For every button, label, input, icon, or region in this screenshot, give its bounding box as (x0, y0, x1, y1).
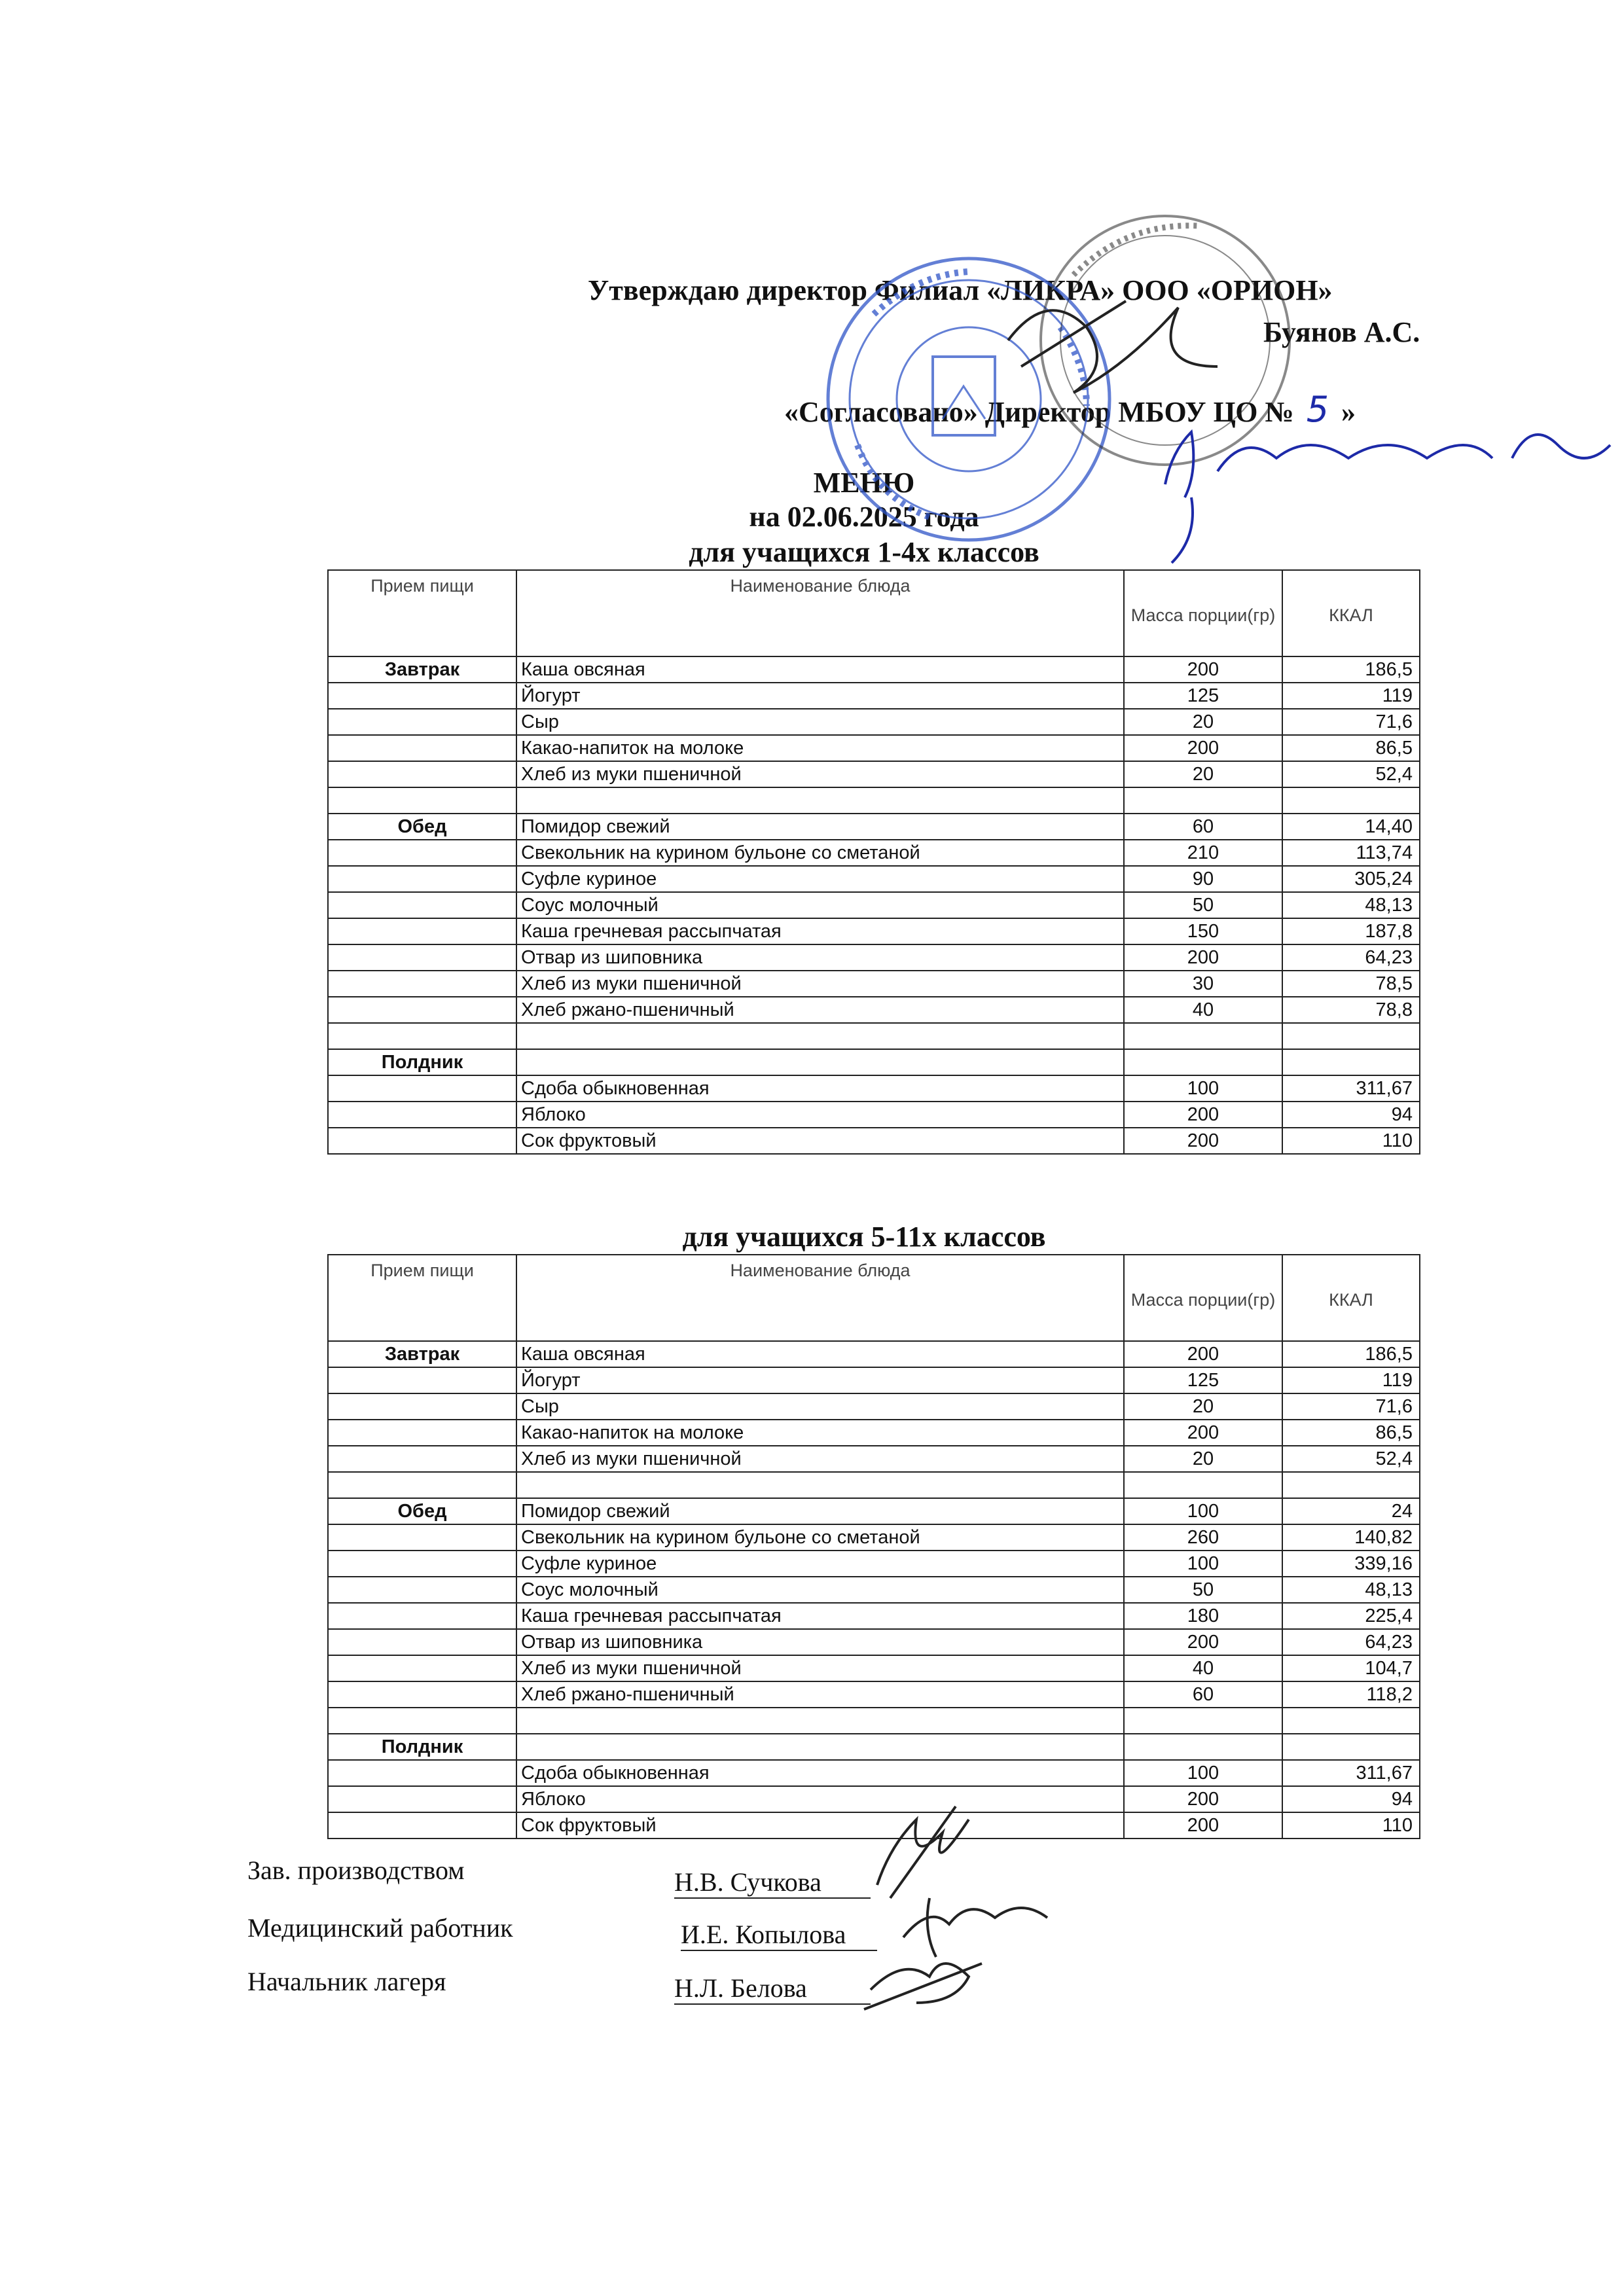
meal-cell (328, 1812, 516, 1839)
table-row (328, 1786, 1420, 1812)
column-header-kcal: ККАЛ (1282, 1255, 1420, 1341)
dish-cell: Сыр (516, 1393, 1124, 1420)
table-row (328, 1023, 1420, 1049)
dish-cell: Каша овсяная (516, 656, 1124, 683)
column-header-mass: Масса порции(гр) (1124, 570, 1282, 656)
table-row (328, 1420, 1420, 1446)
meal-cell (328, 683, 516, 709)
dish-cell: Сдоба обыкновенная (516, 1760, 1124, 1786)
mass-cell: 200 (1124, 944, 1282, 971)
meal-cell (328, 918, 516, 944)
meal-cell (328, 1075, 516, 1102)
meal-cell (328, 1760, 516, 1786)
mass-cell: 200 (1124, 1420, 1282, 1446)
table-row (328, 1629, 1420, 1655)
kcal-cell: 14,40 (1282, 814, 1420, 840)
dish-cell: Какао-напиток на молоке (516, 735, 1124, 761)
meal-cell (328, 1102, 516, 1128)
dish-cell: Хлеб из муки пшеничной (516, 1446, 1124, 1472)
kcal-cell: 52,4 (1282, 1446, 1420, 1472)
director-signature-icon (1008, 301, 1218, 393)
kcal-cell: 311,67 (1282, 1075, 1420, 1102)
agreed-number: 5 (1306, 389, 1329, 430)
approval-line-2: Буянов А.С. (1263, 316, 1420, 348)
meal-cell (328, 1603, 516, 1629)
dish-cell: Каша гречневая рассыпчатая (516, 1603, 1124, 1629)
table-row (328, 971, 1420, 997)
table-row (328, 1393, 1420, 1420)
mass-cell: 200 (1124, 1786, 1282, 1812)
mass-cell: 60 (1124, 1681, 1282, 1708)
table-row (328, 1472, 1420, 1498)
table-row (328, 918, 1420, 944)
signature-role-3: Начальник лагеря (247, 1967, 446, 1996)
group2-title: для учащихся 5-11х классов (682, 1221, 1046, 1253)
kcal-cell (1282, 787, 1420, 814)
meal-cell (328, 1786, 516, 1812)
meal-cell (328, 1629, 516, 1655)
mass-cell (1124, 1049, 1282, 1075)
mass-cell: 90 (1124, 866, 1282, 892)
meal-cell (328, 1577, 516, 1603)
table-row (328, 944, 1420, 971)
table-row (328, 735, 1420, 761)
mass-cell: 210 (1124, 840, 1282, 866)
dish-cell: Какао-напиток на молоке (516, 1420, 1124, 1446)
dish-cell: Хлеб ржано-пшеничный (516, 1681, 1124, 1708)
mass-cell (1124, 787, 1282, 814)
column-header-kcal: ККАЛ (1282, 570, 1420, 656)
table-row (328, 1075, 1420, 1102)
dish-cell: Суфле куриное (516, 866, 1124, 892)
mass-cell: 200 (1124, 1341, 1282, 1367)
dish-cell: Каша гречневая рассыпчатая (516, 918, 1124, 944)
signature-name-3: Н.Л. Белова (674, 1973, 871, 2005)
dish-cell (516, 787, 1124, 814)
mass-cell (1124, 1472, 1282, 1498)
dish-cell: Помидор свежий (516, 1498, 1124, 1524)
table-row (328, 866, 1420, 892)
table-header-row (328, 1255, 1420, 1341)
kcal-cell: 186,5 (1282, 1341, 1420, 1367)
mass-cell: 200 (1124, 656, 1282, 683)
agreed-end: » (1341, 396, 1356, 428)
kcal-cell: 48,13 (1282, 1577, 1420, 1603)
column-header-dish: Наименование блюда (516, 570, 1124, 656)
signature-role-1: Зав. производством (247, 1856, 465, 1885)
kcal-cell: 71,6 (1282, 1393, 1420, 1420)
table-row (328, 683, 1420, 709)
dish-cell: Свекольник на курином бульоне со сметаной (516, 840, 1124, 866)
table-row (328, 1524, 1420, 1551)
kcal-cell: 119 (1282, 683, 1420, 709)
table-row (328, 1446, 1420, 1472)
kcal-cell (1282, 1023, 1420, 1049)
dish-cell: Свекольник на курином бульоне со сметаной (516, 1524, 1124, 1551)
agreed-line (784, 389, 1356, 430)
table-row (328, 1498, 1420, 1524)
meal-cell (328, 1551, 516, 1577)
dish-cell (516, 1708, 1124, 1734)
kcal-cell: 113,74 (1282, 840, 1420, 866)
meal-cell (328, 997, 516, 1023)
mass-cell: 40 (1124, 1655, 1282, 1681)
dish-cell: Отвар из шиповника (516, 1629, 1124, 1655)
kcal-cell: 110 (1282, 1812, 1420, 1839)
dish-cell: Яблоко (516, 1786, 1124, 1812)
meal-cell (328, 840, 516, 866)
table-row (328, 787, 1420, 814)
mass-cell: 200 (1124, 1102, 1282, 1128)
mass-cell: 200 (1124, 1629, 1282, 1655)
dish-cell: Йогурт (516, 683, 1124, 709)
signature-name-1: Н.В. Сучкова (674, 1867, 871, 1899)
mass-cell: 30 (1124, 971, 1282, 997)
kcal-cell: 140,82 (1282, 1524, 1420, 1551)
meal-cell: Обед (328, 814, 516, 840)
dish-cell (516, 1049, 1124, 1075)
column-header-mass: Масса порции(гр) (1124, 1255, 1282, 1341)
mass-cell: 200 (1124, 1812, 1282, 1839)
meal-cell (328, 1367, 516, 1393)
table-header-row (328, 570, 1420, 656)
meal-cell (328, 761, 516, 787)
mass-cell: 180 (1124, 1603, 1282, 1629)
table-row (328, 656, 1420, 683)
meal-cell (328, 1023, 516, 1049)
column-header-meal: Прием пищи (328, 1255, 516, 1341)
table-row (328, 1681, 1420, 1708)
meal-cell: Полдник (328, 1734, 516, 1760)
meal-cell (328, 1393, 516, 1420)
table-row (328, 814, 1420, 840)
table-row (328, 761, 1420, 787)
mass-cell: 20 (1124, 761, 1282, 787)
meal-cell: Обед (328, 1498, 516, 1524)
meal-cell (328, 787, 516, 814)
menu-table-grades-5-11 (327, 1254, 1420, 1839)
table-row (328, 709, 1420, 735)
mass-cell: 100 (1124, 1760, 1282, 1786)
mass-cell: 200 (1124, 735, 1282, 761)
meal-cell: Завтрак (328, 1341, 516, 1367)
menu-date: на 02.06.2025 года (749, 501, 979, 533)
mass-cell: 20 (1124, 1393, 1282, 1420)
kcal-cell: 311,67 (1282, 1760, 1420, 1786)
menu-table-grades-1-4 (327, 569, 1420, 1155)
dish-cell: Сыр (516, 709, 1124, 735)
dish-cell (516, 1472, 1124, 1498)
meal-cell (328, 1420, 516, 1446)
mass-cell: 150 (1124, 918, 1282, 944)
kcal-cell: 71,6 (1282, 709, 1420, 735)
dish-cell: Соус молочный (516, 892, 1124, 918)
kcal-cell: 52,4 (1282, 761, 1420, 787)
dish-cell: Хлеб из муки пшеничной (516, 971, 1124, 997)
kcal-cell (1282, 1708, 1420, 1734)
meal-cell (328, 709, 516, 735)
dish-cell: Хлеб из муки пшеничной (516, 761, 1124, 787)
table-row (328, 1367, 1420, 1393)
kcal-cell: 110 (1282, 1128, 1420, 1154)
dish-cell: Сок фруктовый (516, 1128, 1124, 1154)
dish-cell: Сок фруктовый (516, 1812, 1124, 1839)
mass-cell: 50 (1124, 1577, 1282, 1603)
mass-cell: 125 (1124, 683, 1282, 709)
meal-cell (328, 1446, 516, 1472)
mass-cell: 60 (1124, 814, 1282, 840)
dish-cell: Соус молочный (516, 1577, 1124, 1603)
table-row (328, 840, 1420, 866)
kcal-cell: 86,5 (1282, 735, 1420, 761)
kcal-cell: 64,23 (1282, 1629, 1420, 1655)
mass-cell: 125 (1124, 1367, 1282, 1393)
meal-cell: Завтрак (328, 656, 516, 683)
kcal-cell: 119 (1282, 1367, 1420, 1393)
table-row (328, 1603, 1420, 1629)
table-row (328, 1128, 1420, 1154)
kcal-cell: 64,23 (1282, 944, 1420, 971)
agreed-text: «Согласовано» Директор МБОУ ЦО № (784, 396, 1294, 428)
meal-cell (328, 892, 516, 918)
table-row (328, 1734, 1420, 1760)
kcal-cell (1282, 1734, 1420, 1760)
kcal-cell: 24 (1282, 1498, 1420, 1524)
meal-cell (328, 1655, 516, 1681)
meal-cell: Полдник (328, 1049, 516, 1075)
mass-cell: 100 (1124, 1551, 1282, 1577)
dish-cell (516, 1734, 1124, 1760)
kcal-cell: 48,13 (1282, 892, 1420, 918)
table-row (328, 997, 1420, 1023)
mass-cell: 100 (1124, 1075, 1282, 1102)
meal-cell (328, 1472, 516, 1498)
kcal-cell: 118,2 (1282, 1681, 1420, 1708)
table-row (328, 1760, 1420, 1786)
mass-cell: 200 (1124, 1128, 1282, 1154)
agreed-signature-icon (1165, 432, 1610, 563)
kcal-cell: 339,16 (1282, 1551, 1420, 1577)
group1-title: для учащихся 1-4х классов (689, 536, 1039, 568)
kcal-cell: 94 (1282, 1102, 1420, 1128)
mass-cell: 20 (1124, 1446, 1282, 1472)
meal-cell (328, 944, 516, 971)
dish-cell: Помидор свежий (516, 814, 1124, 840)
dish-cell: Отвар из шиповника (516, 944, 1124, 971)
table-row (328, 1551, 1420, 1577)
kcal-cell (1282, 1049, 1420, 1075)
dish-cell: Хлеб ржано-пшеничный (516, 997, 1124, 1023)
menu-title: МЕНЮ (813, 467, 915, 499)
dish-cell (516, 1023, 1124, 1049)
dish-cell: Хлеб из муки пшеничной (516, 1655, 1124, 1681)
kcal-cell: 225,4 (1282, 1603, 1420, 1629)
meal-cell (328, 1128, 516, 1154)
dish-cell: Сдоба обыкновенная (516, 1075, 1124, 1102)
mass-cell: 100 (1124, 1498, 1282, 1524)
dish-cell: Суфле куриное (516, 1551, 1124, 1577)
kcal-cell: 78,5 (1282, 971, 1420, 997)
mass-cell: 260 (1124, 1524, 1282, 1551)
mass-cell (1124, 1734, 1282, 1760)
kcal-cell: 78,8 (1282, 997, 1420, 1023)
mass-cell (1124, 1708, 1282, 1734)
mass-cell: 20 (1124, 709, 1282, 735)
kcal-cell: 186,5 (1282, 656, 1420, 683)
column-header-dish: Наименование блюда (516, 1255, 1124, 1341)
kcal-cell: 187,8 (1282, 918, 1420, 944)
meal-cell (328, 866, 516, 892)
table-row (328, 1812, 1420, 1839)
dish-cell: Каша овсяная (516, 1341, 1124, 1367)
table-row (328, 1708, 1420, 1734)
table-row (328, 892, 1420, 918)
kcal-cell: 86,5 (1282, 1420, 1420, 1446)
table-row (328, 1577, 1420, 1603)
meal-cell (328, 1681, 516, 1708)
column-header-meal: Прием пищи (328, 570, 516, 656)
meal-cell (328, 1524, 516, 1551)
mass-cell (1124, 1023, 1282, 1049)
kcal-cell: 94 (1282, 1786, 1420, 1812)
table-row (328, 1655, 1420, 1681)
mass-cell: 40 (1124, 997, 1282, 1023)
kcal-cell: 104,7 (1282, 1655, 1420, 1681)
meal-cell (328, 971, 516, 997)
dish-cell: Яблоко (516, 1102, 1124, 1128)
table-row (328, 1102, 1420, 1128)
table-row (328, 1049, 1420, 1075)
dish-cell: Йогурт (516, 1367, 1124, 1393)
meal-cell (328, 735, 516, 761)
signature-role-2: Медицинский работник (247, 1913, 513, 1943)
mass-cell: 50 (1124, 892, 1282, 918)
meal-cell (328, 1708, 516, 1734)
approval-line-1: Утверждаю директор Филиал «ЛИКРА» ООО «ОРИОН» (588, 274, 1333, 306)
kcal-cell: 305,24 (1282, 866, 1420, 892)
signature-name-2: И.Е. Копылова (681, 1919, 877, 1951)
table-row (328, 1341, 1420, 1367)
kcal-cell (1282, 1472, 1420, 1498)
